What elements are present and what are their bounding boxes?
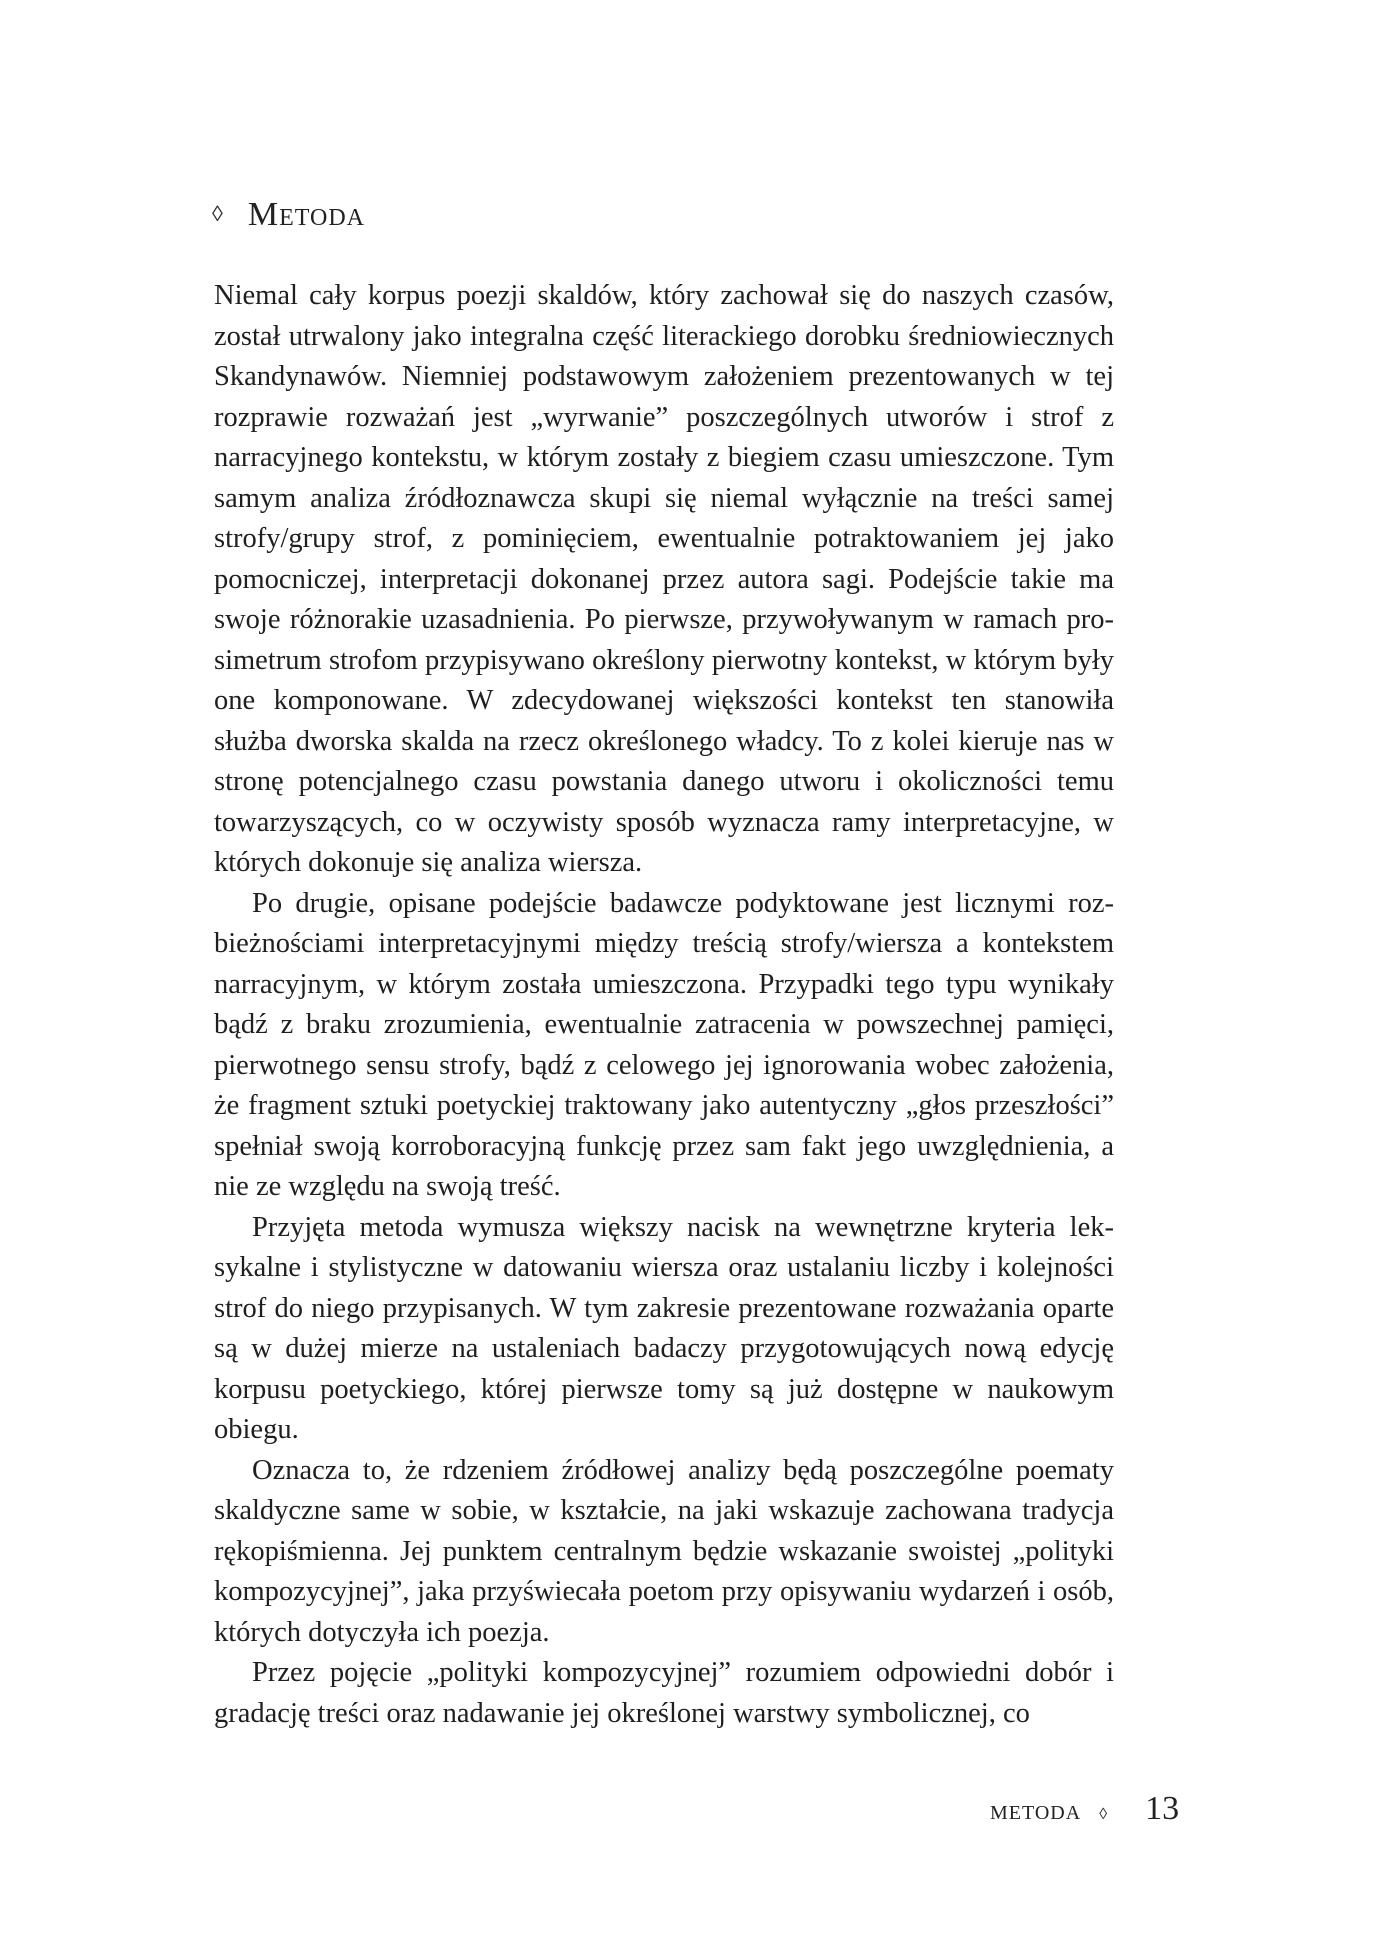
running-head: METODA: [990, 1802, 1082, 1824]
section-title: Metoda: [247, 196, 365, 233]
body-text: [214, 276, 1114, 1734]
diamond-icon: ◊: [1099, 1806, 1108, 1823]
section-heading: [212, 196, 365, 234]
paragraph-2: Po drugie, opisane podejście badawcze podyktowane jest licznymi rozbieżnościami interpretacyjnymi między treścią strofy/wiersza a kontekstem narracyjnym, w którym została umieszczona. Przypadki tego typu wynikały bądź z braku zrozumienia, ewentualnie zatracenia w powszechnej pamięci, pierwotnego sensu strofy, bądź z celowego jej ignorowania wobec założenia, że fragment sztuki poetyckiej traktowany jako autentyczny „głos przeszłości” spełniał swoją korroboracyjną funkcję przez sam fakt jego uwzględnienia, a nie ze względu na swoją treść.: [214, 887, 1114, 1202]
paragraph-4: Oznacza to, że rdzeniem źródłowej analizy będą poszczególne poematy skaldyczne same w sobie, w kształcie, na jaki wskazuje zachowana tradycja rękopiśmienna. Jej punktem centralnym będzie wskazanie swoistej „polityki kompozycyjnej”, jaka przyświecała poetom przy opisywaniu wydarzeń i osób, których dotyczyła ich poezja.: [214, 1454, 1114, 1648]
page-number: 13: [1145, 1790, 1180, 1827]
paragraph-3: Przyjęta metoda wymusza większy nacisk na wewnętrzne kryteria leksykalne i stylistyczne w datowaniu wiersza oraz ustalaniu liczby i kolejności strof do niego przypisanych. W tym zakresie prezentowane rozważania oparte są w dużej mierze na ustaleniach badaczy przygotowujących nową edycję korpusu poetyckiego, której pierwsze tomy są już dostępne w naukowym obiegu.: [214, 1211, 1114, 1445]
page-footer: [990, 1790, 1220, 1828]
diamond-icon: ◊: [212, 201, 224, 226]
paragraph-1: Niemal cały korpus poezji skaldów, który zachował się do naszych czasów, został utrwalony jako integralna część literackiego dorobku średniowiecznych Skandynawów. Niemniej podstawowym założeniem prezentowanych w tej rozprawie rozważań jest „wyrwanie” poszczególnych utworów i strof z narracyjnego kontekstu, w którym zostały z biegiem czasu umieszczone. Tym samym analiza źródłoznawcza skupi się niemal wyłącznie na treści samej strofy/grupy strof, z pominięciem, ewentualnie potraktowaniem jej jako pomocniczej, interpretacji dokonanej przez autora sagi. Podejście takie ma swoje różnorakie uzasadnienia. Po pierwsze, przywoływanym w ramach prosimetrum strofom przypisywano określony pierwotny kontekst, w którym były one komponowane. W zdecydowanej większości kontekst ten stanowiła służba dworska skalda na rzecz określonego władcy. To z kolei kieruje nas w stronę potencjalnego czasu powstania danego utworu i okoliczności temu towarzyszących, co w oczywisty sposób wyznacza ramy interpretacyjne, w których dokonuje się analiza wiersza.: [214, 280, 1114, 878]
paragraph-5: Przez pojęcie „polityki kompozycyjnej” rozumiem odpowiedni dobór i gradację treści oraz nadawanie jej określonej warstwy symbolicznej, co: [214, 1657, 1114, 1729]
